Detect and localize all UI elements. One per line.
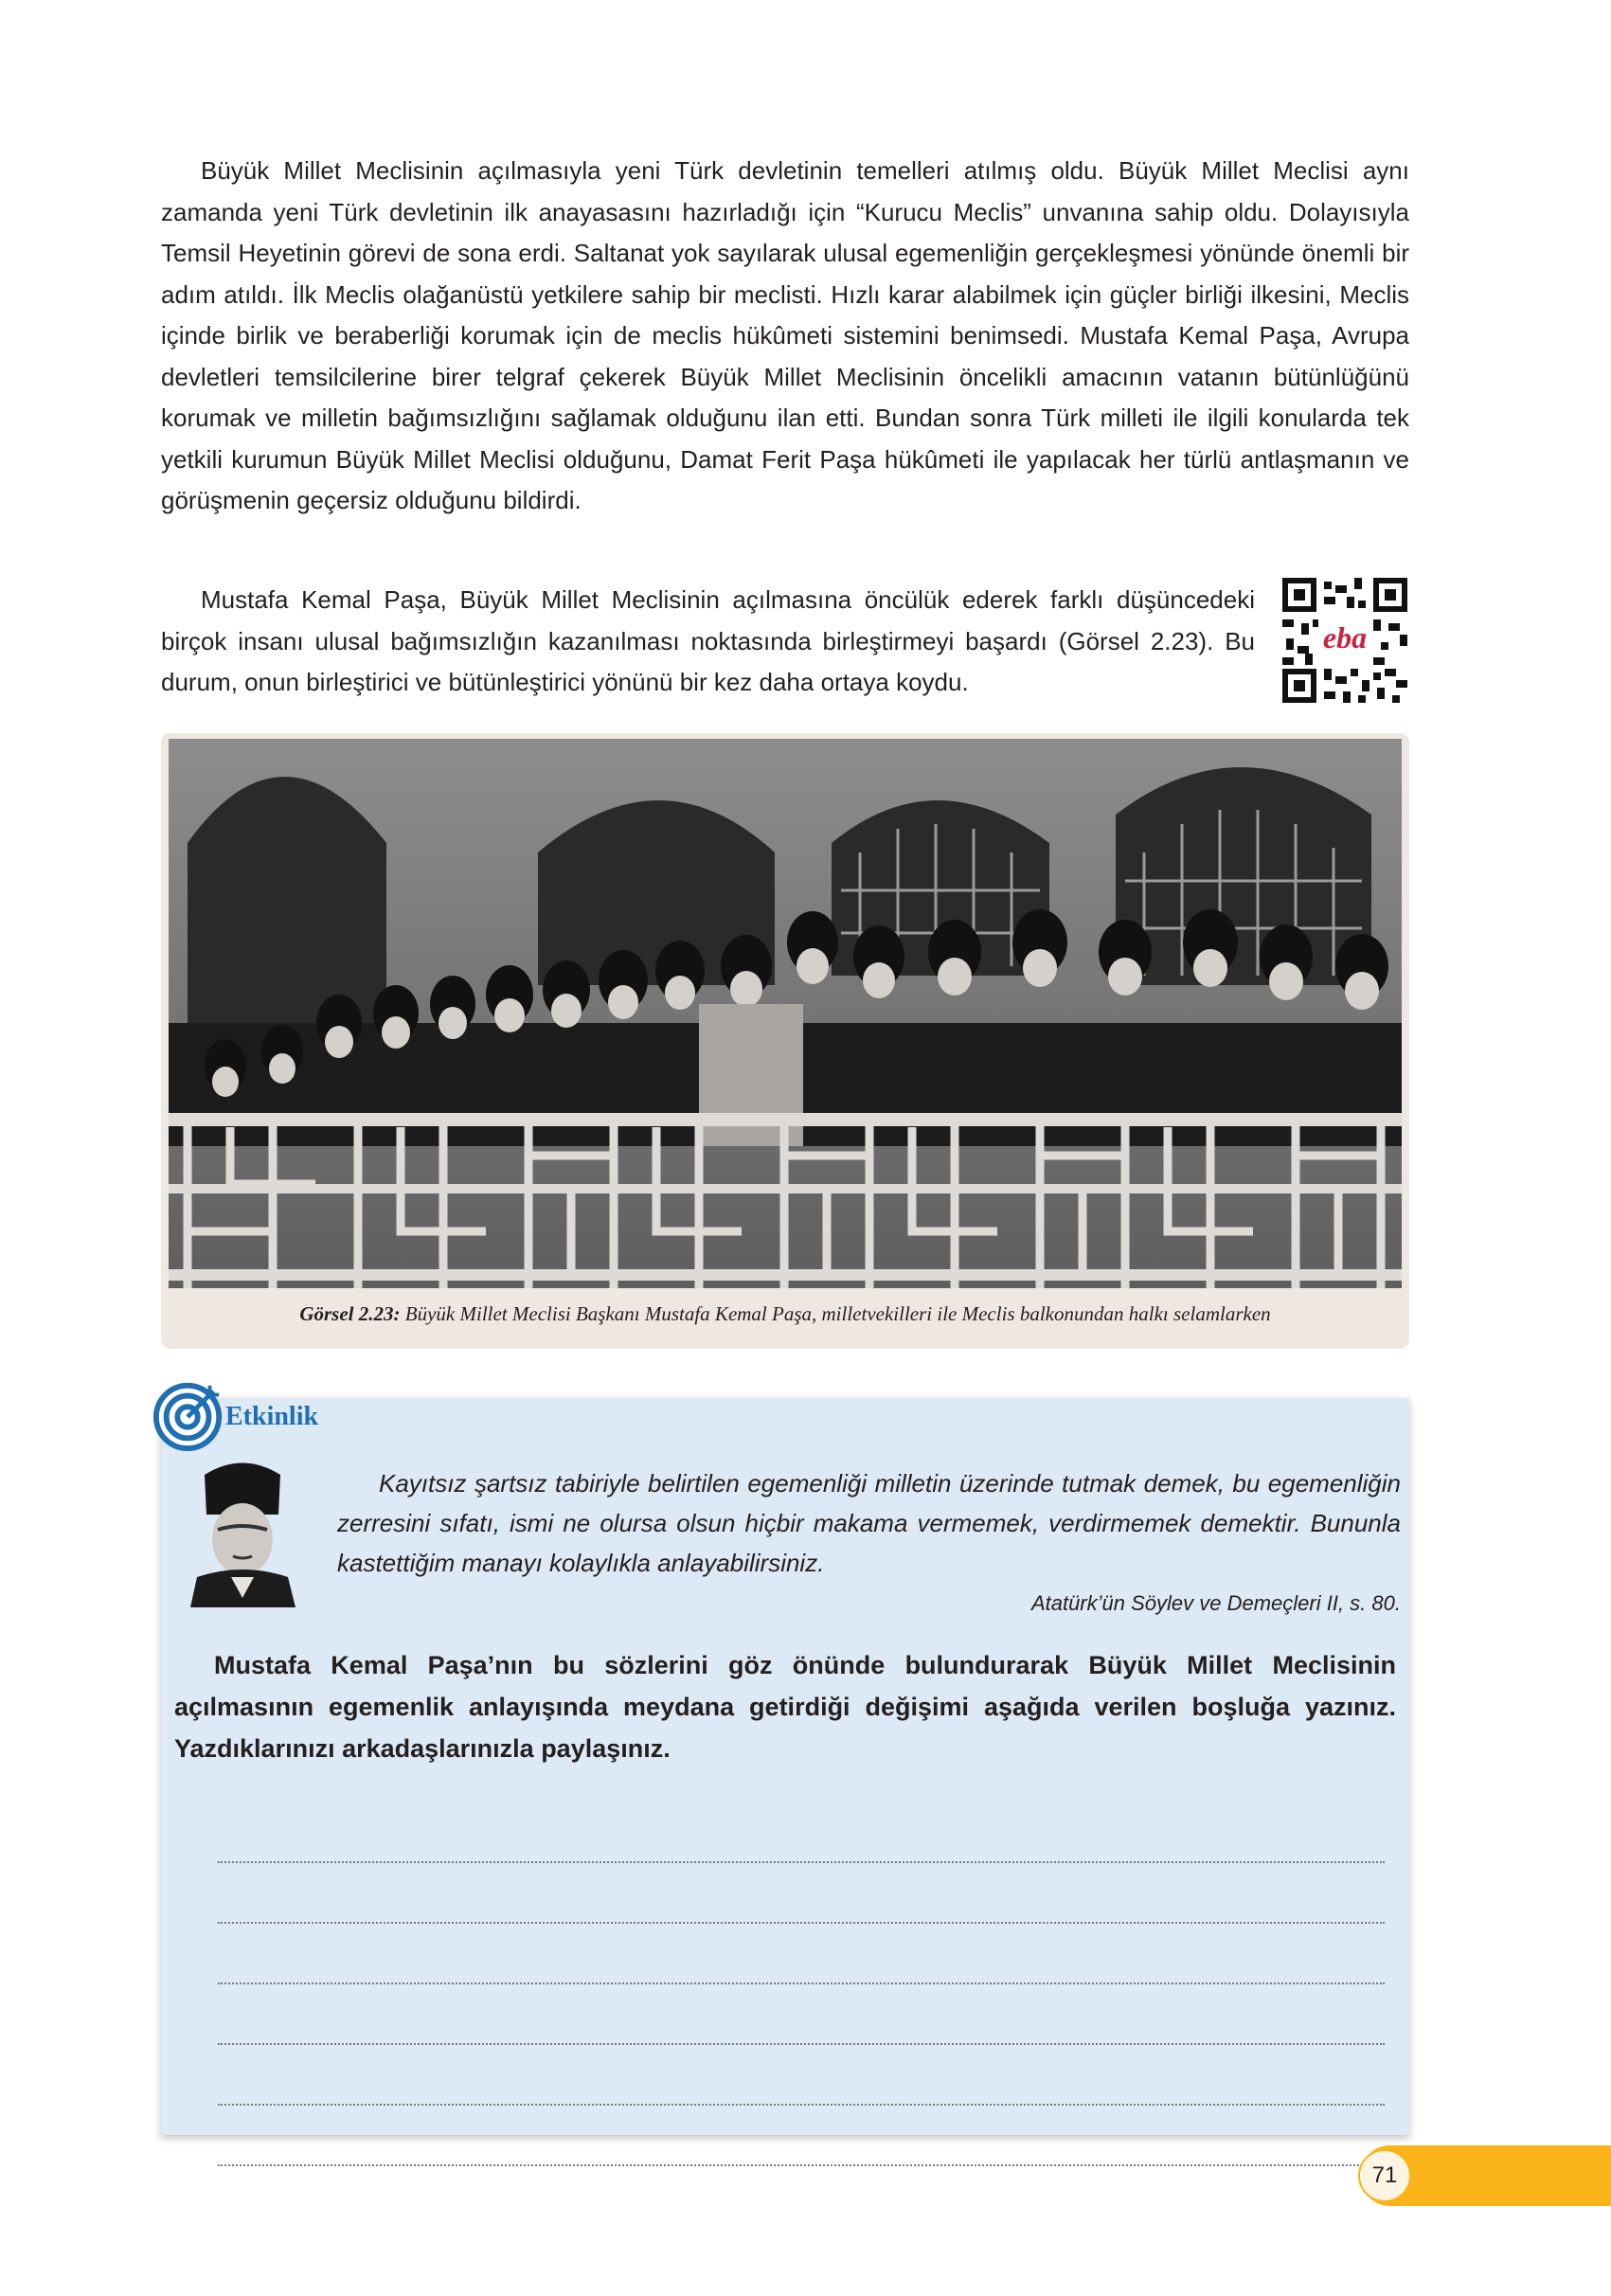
quote-source: Atatürk’ün Söylev ve Demeçleri II, s. 80.: [1030, 1591, 1401, 1615]
activity-task: Mustafa Kemal Paşa’nın bu sözlerini göz önünde bulundurarak Büyük Millet Meclisinin açılmasının egemenlik anlayışında meydana getirdiği değişimi aşağıda verilen boşluğa yazınız. Yazdıklarınızı arkadaşlarınızla paylaşınız.: [174, 1651, 1396, 1763]
answer-line[interactable]: [218, 1803, 1385, 1863]
answer-lines[interactable]: [218, 1803, 1385, 2166]
target-icon: [152, 1378, 226, 1452]
answer-line[interactable]: [218, 2106, 1385, 2166]
answer-line[interactable]: [218, 1984, 1385, 2045]
historic-photo: [169, 739, 1402, 1288]
figure-2-23: [161, 733, 1409, 1349]
answer-line[interactable]: [218, 2045, 1385, 2106]
figure-caption-text: Büyük Millet Meclisi Başkanı Mustafa Kemal Paşa, milletvekilleri ile Meclis balkonundan halkı selamlarken: [404, 1302, 1271, 1325]
eba-logo: eba: [1322, 620, 1368, 655]
figure-label: Görsel 2.23:: [299, 1302, 401, 1325]
activity-title: Etkinlik: [225, 1402, 319, 1431]
figure-caption: [161, 1302, 1409, 1326]
qr-code-icon[interactable]: [1282, 578, 1407, 703]
answer-line[interactable]: [218, 1863, 1385, 1924]
page-number: 71: [1358, 2149, 1411, 2202]
ataturk-portrait: [186, 1456, 299, 1607]
answer-line[interactable]: [218, 1924, 1385, 1984]
body-paragraph-2: Mustafa Kemal Paşa, Büyük Millet Meclisinin açılmasına öncülük ederek farklı düşüncedeki birçok insanı ulusal bağımsızlığın kazanılması noktasında birleştirmeyi başardı (Görsel 2.23). Bu durum, onun birleştirici ve bütünleştirici yönünü bir kez daha ortaya koydu.: [161, 585, 1255, 696]
body-paragraph-1: Büyük Millet Meclisinin açılmasıyla yeni Türk devletinin temelleri atılmış oldu. Büyük Millet Meclisi aynı zamanda yeni Türk devletinin ilk anayasasını hazırladığı için “Kurucu Meclis” unvanına sahip oldu. Dolayısıyla Temsil Heyetinin görevi de sona erdi. Saltanat yok sayılarak ulusal egemenliğin gerçekleşmesi yönünde önemli bir adım atıldı. İlk Meclis olağanüstü yetkilere sahip bir meclisti. Hızlı karar alabilmek için güçler birliği ilkesini, Meclis içinde birlik ve beraberliği korumak için de meclis hükûmeti sistemini benimsedi. Mustafa Kemal Paşa, Avrupa devletleri temsilcilerine birer telgraf çekerek Büyük Millet Meclisinin öncelikli amacının vatanın bütünlüğünü korumak ve milletin bağımsızlığını sağlamak olduğunu ilan etti. Bundan sonra Türk milleti ile ilgili konularda tek yetkili kurumun Büyük Millet Meclisi olduğunu, Damat Ferit Paşa hükûmeti ile yapılacak her türlü antlaşmanın ve görüşmenin geçersiz olduğunu bildirdi.: [161, 156, 1409, 514]
ataturk-quote: Kayıtsız şartsız tabiriyle belirtilen egemenliği milletin üzerinde tutmak demek, bu egemenliğin zerresini sıfatı, ismi ne olursa olsun hiçbir makama vermemek, verdirmemek demektir. Bununla kastettiğim manayı kolaylıkla anlayabilirsiniz.: [337, 1469, 1401, 1577]
